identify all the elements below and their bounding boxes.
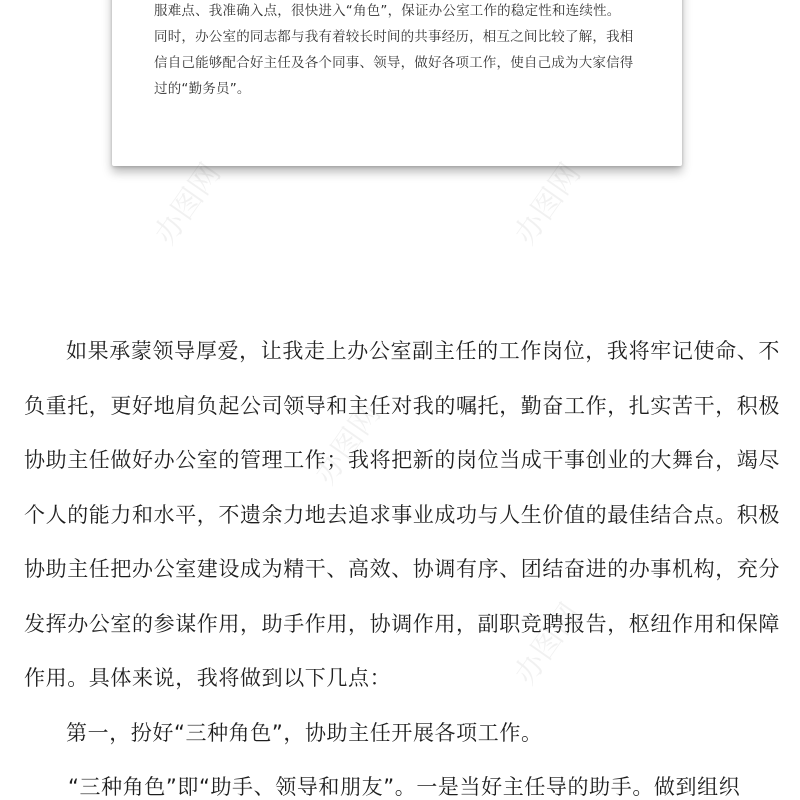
- paragraph: 第一，扮好“三种角色”，协助主任开展各项工作。: [66, 720, 543, 745]
- document-body: [24, 324, 780, 800]
- paragraph: 如果承蒙领导厚爱，让我走上办公室副主任的工作岗位，我将牢记使命、不负重托，更好地肩负起公司领导和主任对我的嘱托，勤奋工作，扎实苦干，积极协助主任做好办公室的管理工作；我将把新的岗位当成干事创业的大舞台，竭尽个人的能力和水平，不遗余力地去追求事业成功与人生价值的最佳结合点。积极协助主任把办公室建设成为精干、高效、协调有序、团结奋进的办事机构，充分发挥办公室的参谋作用，助手作用，协调作用，副职竞聘报告，枢纽作用和保障作用。具体来说，我将做到以下几点：: [24, 339, 780, 690]
- watermark: 办图网: [507, 597, 589, 691]
- card-line: 服难点、我准确入点，很快进入“角色”，保证办公室工作的稳定性和连续性。: [154, 3, 621, 19]
- card-line: 同时，办公室的同志都与我有着较长时间的共事经历，相互之间比较了解，我相: [154, 29, 634, 45]
- card-line: 过的“勤务员”。: [154, 81, 251, 97]
- excerpt-card: [112, 0, 682, 166]
- watermark: 办图网: [507, 157, 589, 251]
- watermark: 办图网: [147, 157, 229, 251]
- watermark: 办图网: [307, 397, 389, 491]
- card-line: 信自己能够配合好主任及各个同事、领导，做好各项工作，使自己成为大家信得: [154, 55, 634, 71]
- paragraph: “三种角色”即“助手、领导和朋友”。一是当好主任导的助手。做到组织: [68, 775, 741, 799]
